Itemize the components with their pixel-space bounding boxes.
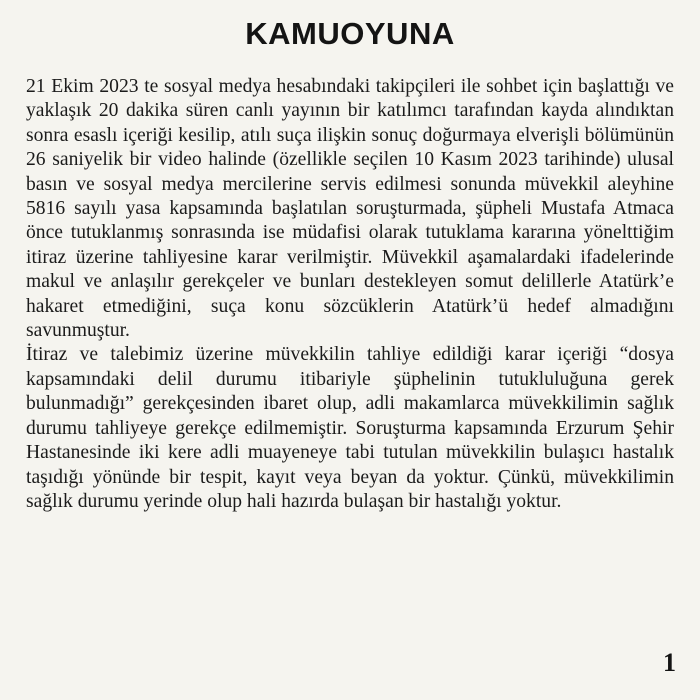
paragraph-2: İtiraz ve talebimiz üzerine müvekkilin tahliye edildiği karar içeriği “dosya kapsamındaki delil durumu itibariyle şüphelinin tutukluluğuna gerek bulunmadığı” gerekçesinden ibaret olup, adli makamlarca müvekkilimin sağlık durumu tahliyeye gerekçe edilmemiştir. Soruşturma kapsamında Erzurum Şehir Hastanesinde iki kere adli muayeneye tabi tutulan müvekkilin bulaşıcı hastalık taşıdığı yönünde bir tespit, kayıt veya beyan da yoktur. Çünkü, müvekkilimin sağlık durumu yerinde olup hali hazırda bulaşan bir hastalığı yoktur.	[26, 344, 674, 512]
page-title: KAMUOYUNA	[245, 16, 455, 51]
document-body	[26, 75, 674, 514]
paragraph-1: 21 Ekim 2023 te sosyal medya hesabındaki takipçileri ile sohbet için başlattığı ve yaklaşık 20 dakika süren canlı yayının bir katılımcı tarafından kayda alındıktan sonra esaslı içeriği kesilip, atılı suça ilişkin sonuç doğurmaya elverişli bölümünün 26 saniyelik bir video halinde (özellikle seçilen 10 Kasım 2023 tarihinde) ulusal basın ve sosyal medya mercilerine servis edilmesi sonunda müvekkil aleyhine 5816 sayılı yasa kapsamında başlatılan soruşturmada, şüpheli Mustafa Atmaca önce tutuklanmış sonrasında ise müdafisi olarak tutuklama kararına yönelttiğim itiraz üzerine tahliyesine karar verilmiştir. Müvekkil aşamalardaki ifadelerinde makul ve anlaşılır gerekçeler ve bunları destekleyen somut delillerle Atatürk’e hakaret etmediğini, suça konu sözcüklerin Atatürk’ü hedef almadığını savunmuştur.	[26, 76, 674, 342]
page-number: 1	[663, 648, 676, 677]
